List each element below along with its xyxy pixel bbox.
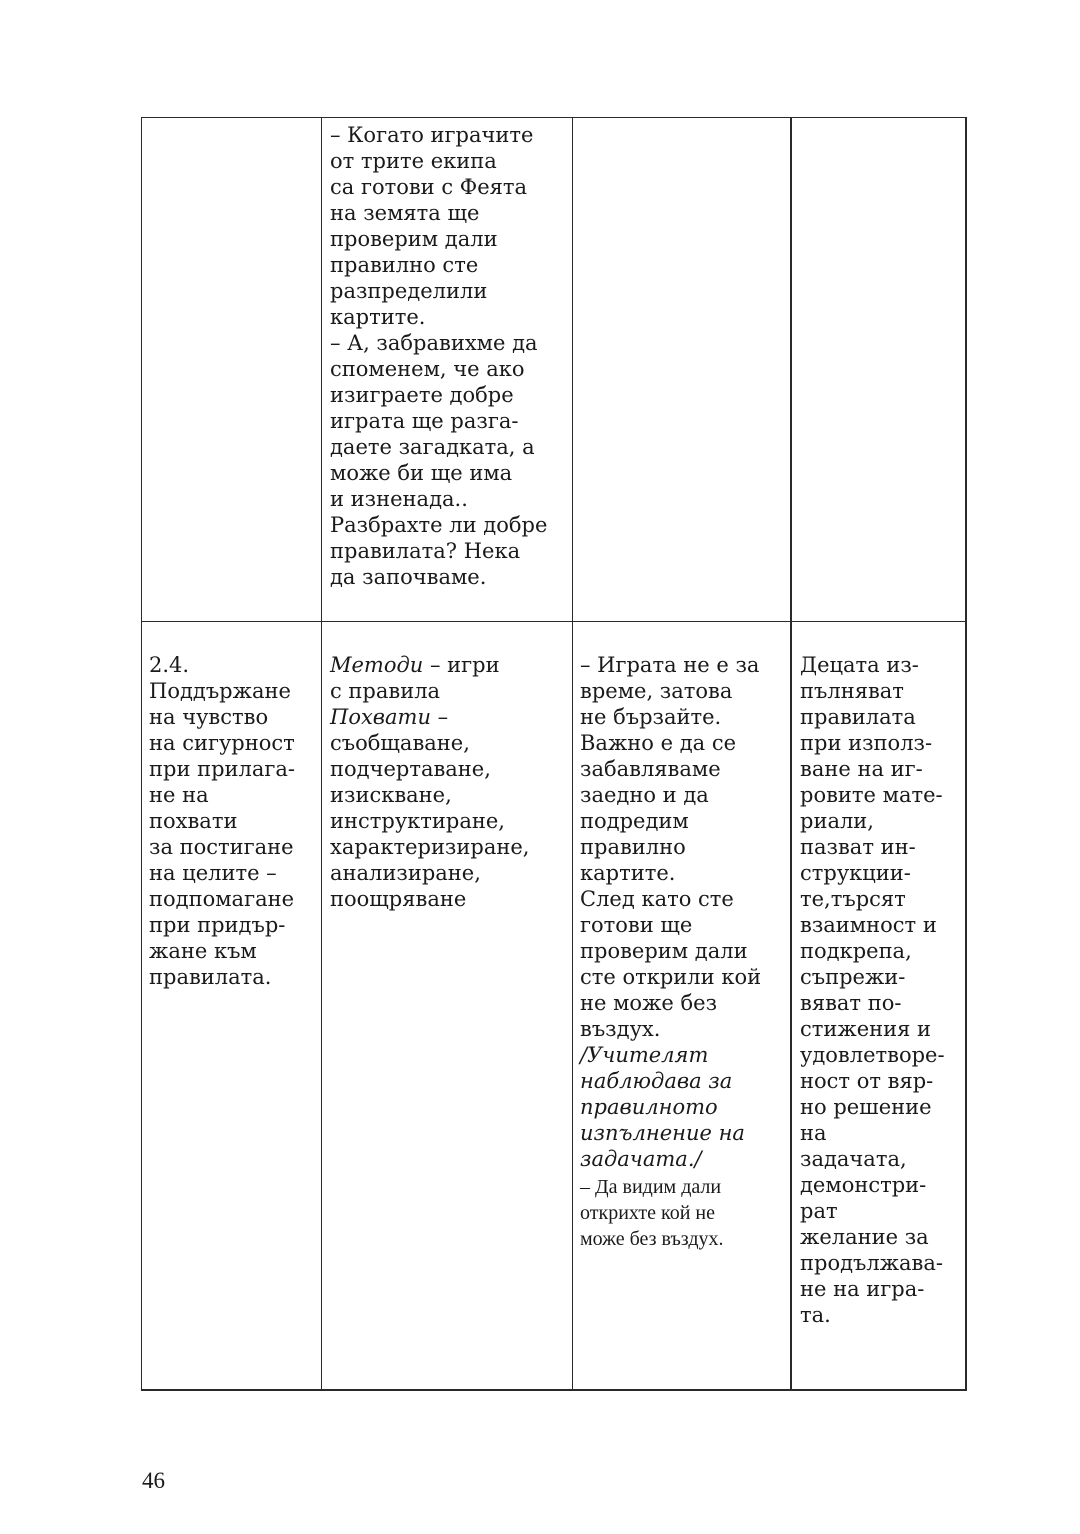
row1-col2-dialogue: – Когато играчите от трите екипа са готови с Феята на земята ще проверим дали правилно сте разпределили картите. – А, забравихме да споменем, че ако изиграете добре играта ще разга- даете загадката, а може би ще има и изненада.. Разбрахте ли добре правилата? Нека да започваме. [330,123,548,589]
page-number: 46 [142,1468,165,1493]
teacher-observation-note: /Учителят наблюдава за правилното изпълнение на задачата./ [580,1043,745,1171]
row2-col1-goal: 2.4. Поддържане на чувство на сигурност при прилага- не на похвати за постигане на целите – подпомагане при придър- жане към правилата. [149,653,296,989]
teacher-closing-line: – Да видим дали открихте кой не може без въздух. [580,1176,724,1250]
row-divider [141,621,967,622]
row2-col2-methods [330,652,570,912]
table-right-border [965,117,967,1391]
table-bottom-border [141,1389,967,1391]
row2-col3-teacher-speech [580,652,788,1252]
column-divider-1 [321,117,322,1391]
table-top-border [141,117,967,118]
techniques-text: – съобщаване, подчертаване, изискване, инструктиране, характеризиране, анализиране, поощряване [330,705,530,911]
column-divider-3 [790,117,792,1391]
teacher-speech-text: – Играта не е за време, затова не бързайте. Важно е да се забавляваме заедно и да подредим правилно картите. След като сте готови ще проверим дали сте открили кой не може без въздух. [580,653,762,1041]
techniques-label: Похвати [330,705,431,729]
methods-label: Методи [330,653,424,677]
column-divider-2 [572,117,573,1391]
row2-col4-children-activity: Децата из- пълняват правилата при използ- ване на иг- ровите мате- риали, пазват ин- струкции- те,търсят взаимност и подкрепа, съпрежи- вяват по- стижения и удовлетворе- ност от вяр- но решение на задачата, демонстри- рат желание за продължава- не на игра- та. [800,653,945,1327]
table-left-border [141,117,142,1391]
methods-text: – игри с правила [330,653,500,703]
